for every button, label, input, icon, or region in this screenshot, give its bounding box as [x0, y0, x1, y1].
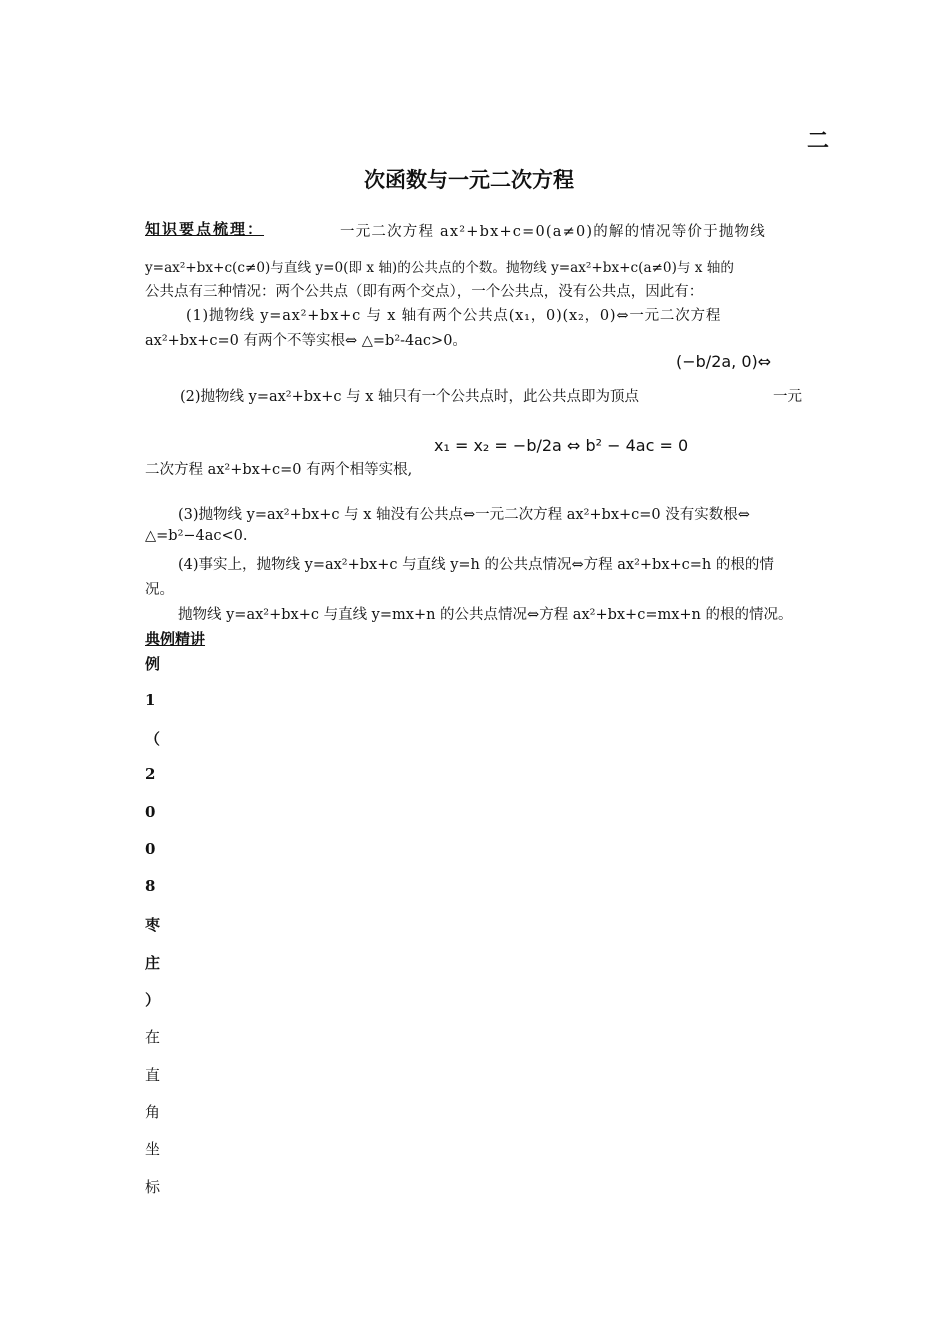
item1-line-1: (1)抛物线 y=ax²+bx+c 与 x 轴有两个公共点(x₁，0)(x₂，0)⇔一元二次方程: [186, 308, 722, 324]
vertical-char: 8: [145, 877, 156, 895]
vertical-char: 直: [145, 1066, 161, 1084]
vertical-char: 2: [145, 765, 156, 783]
vertical-char: ）: [145, 991, 161, 1009]
vertical-char: （: [145, 730, 161, 748]
vertical-char: 标: [145, 1178, 161, 1196]
section-heading-examples: 典例精讲: [145, 630, 206, 648]
item4-line-2: 况。: [145, 582, 174, 598]
item4-line-1: (4)事实上，抛物线 y=ax²+bx+c 与直线 y=h 的公共点情况⇔方程 ax²+bx+c=h 的根的情: [178, 557, 774, 573]
vertical-char: 角: [145, 1103, 161, 1121]
vertex-formula-text: (−b/2a, 0)⇔: [676, 352, 772, 371]
vertical-char: 坐: [145, 1140, 161, 1158]
intro-line-1: 一元二次方程 ax²+bx+c=0(a≠0)的解的情况等价于抛物线: [340, 224, 766, 240]
item1-line-2: ax²+bx+c=0 有两个不等实根⇔ △=b²-4ac>0。: [145, 333, 467, 349]
title-first-char: 二: [807, 128, 830, 154]
equal-roots-formula-text: x₁ = x₂ = −b/2a ⇔ b² − 4ac = 0: [434, 436, 689, 455]
vertex-formula: [676, 352, 771, 371]
item2-line-1: (2)抛物线 y=ax²+bx+c 与 x 轴只有一个公共点时，此公共点即为顶点: [180, 389, 640, 405]
vertical-char: 庄: [145, 954, 161, 972]
vertical-char: 1: [145, 691, 156, 709]
vertical-char: 在: [145, 1028, 161, 1046]
item3-line-1: (3)抛物线 y=ax²+bx+c 与 x 轴没有公共点⇔一元二次方程 ax²+bx+c=0 没有实数根⇔: [178, 507, 750, 523]
item5-line: 抛物线 y=ax²+bx+c 与直线 y=mx+n 的公共点情况⇔方程 ax²+bx+c=mx+n 的根的情况。: [178, 607, 793, 623]
item2-line-2: 二次方程 ax²+bx+c=0 有两个相等实根,: [145, 462, 413, 478]
vertical-char: 例: [145, 655, 161, 673]
intro-line-2: y=ax²+bx+c(c≠0)与直线 y=0(即 x 轴)的公共点的个数。抛物线 y=ax²+bx+c(a≠0)与 x 轴的: [145, 260, 734, 276]
vertical-char: 枣: [145, 916, 161, 934]
section-heading-knowledge: 知识要点梳理：: [145, 220, 265, 238]
equal-roots-formula: [434, 436, 688, 455]
intro-line-3: 公共点有三种情况：两个公共点（即有两个交点），一个公共点，没有公共点，因此有：: [145, 284, 704, 300]
vertical-char: 0: [145, 840, 156, 858]
page-title: 次函数与一元二次方程: [364, 167, 574, 192]
item2-line-1-end: 一元: [773, 389, 802, 405]
item3-line-2: △=b²−4ac<0.: [145, 528, 248, 544]
vertical-char: 0: [145, 803, 156, 821]
